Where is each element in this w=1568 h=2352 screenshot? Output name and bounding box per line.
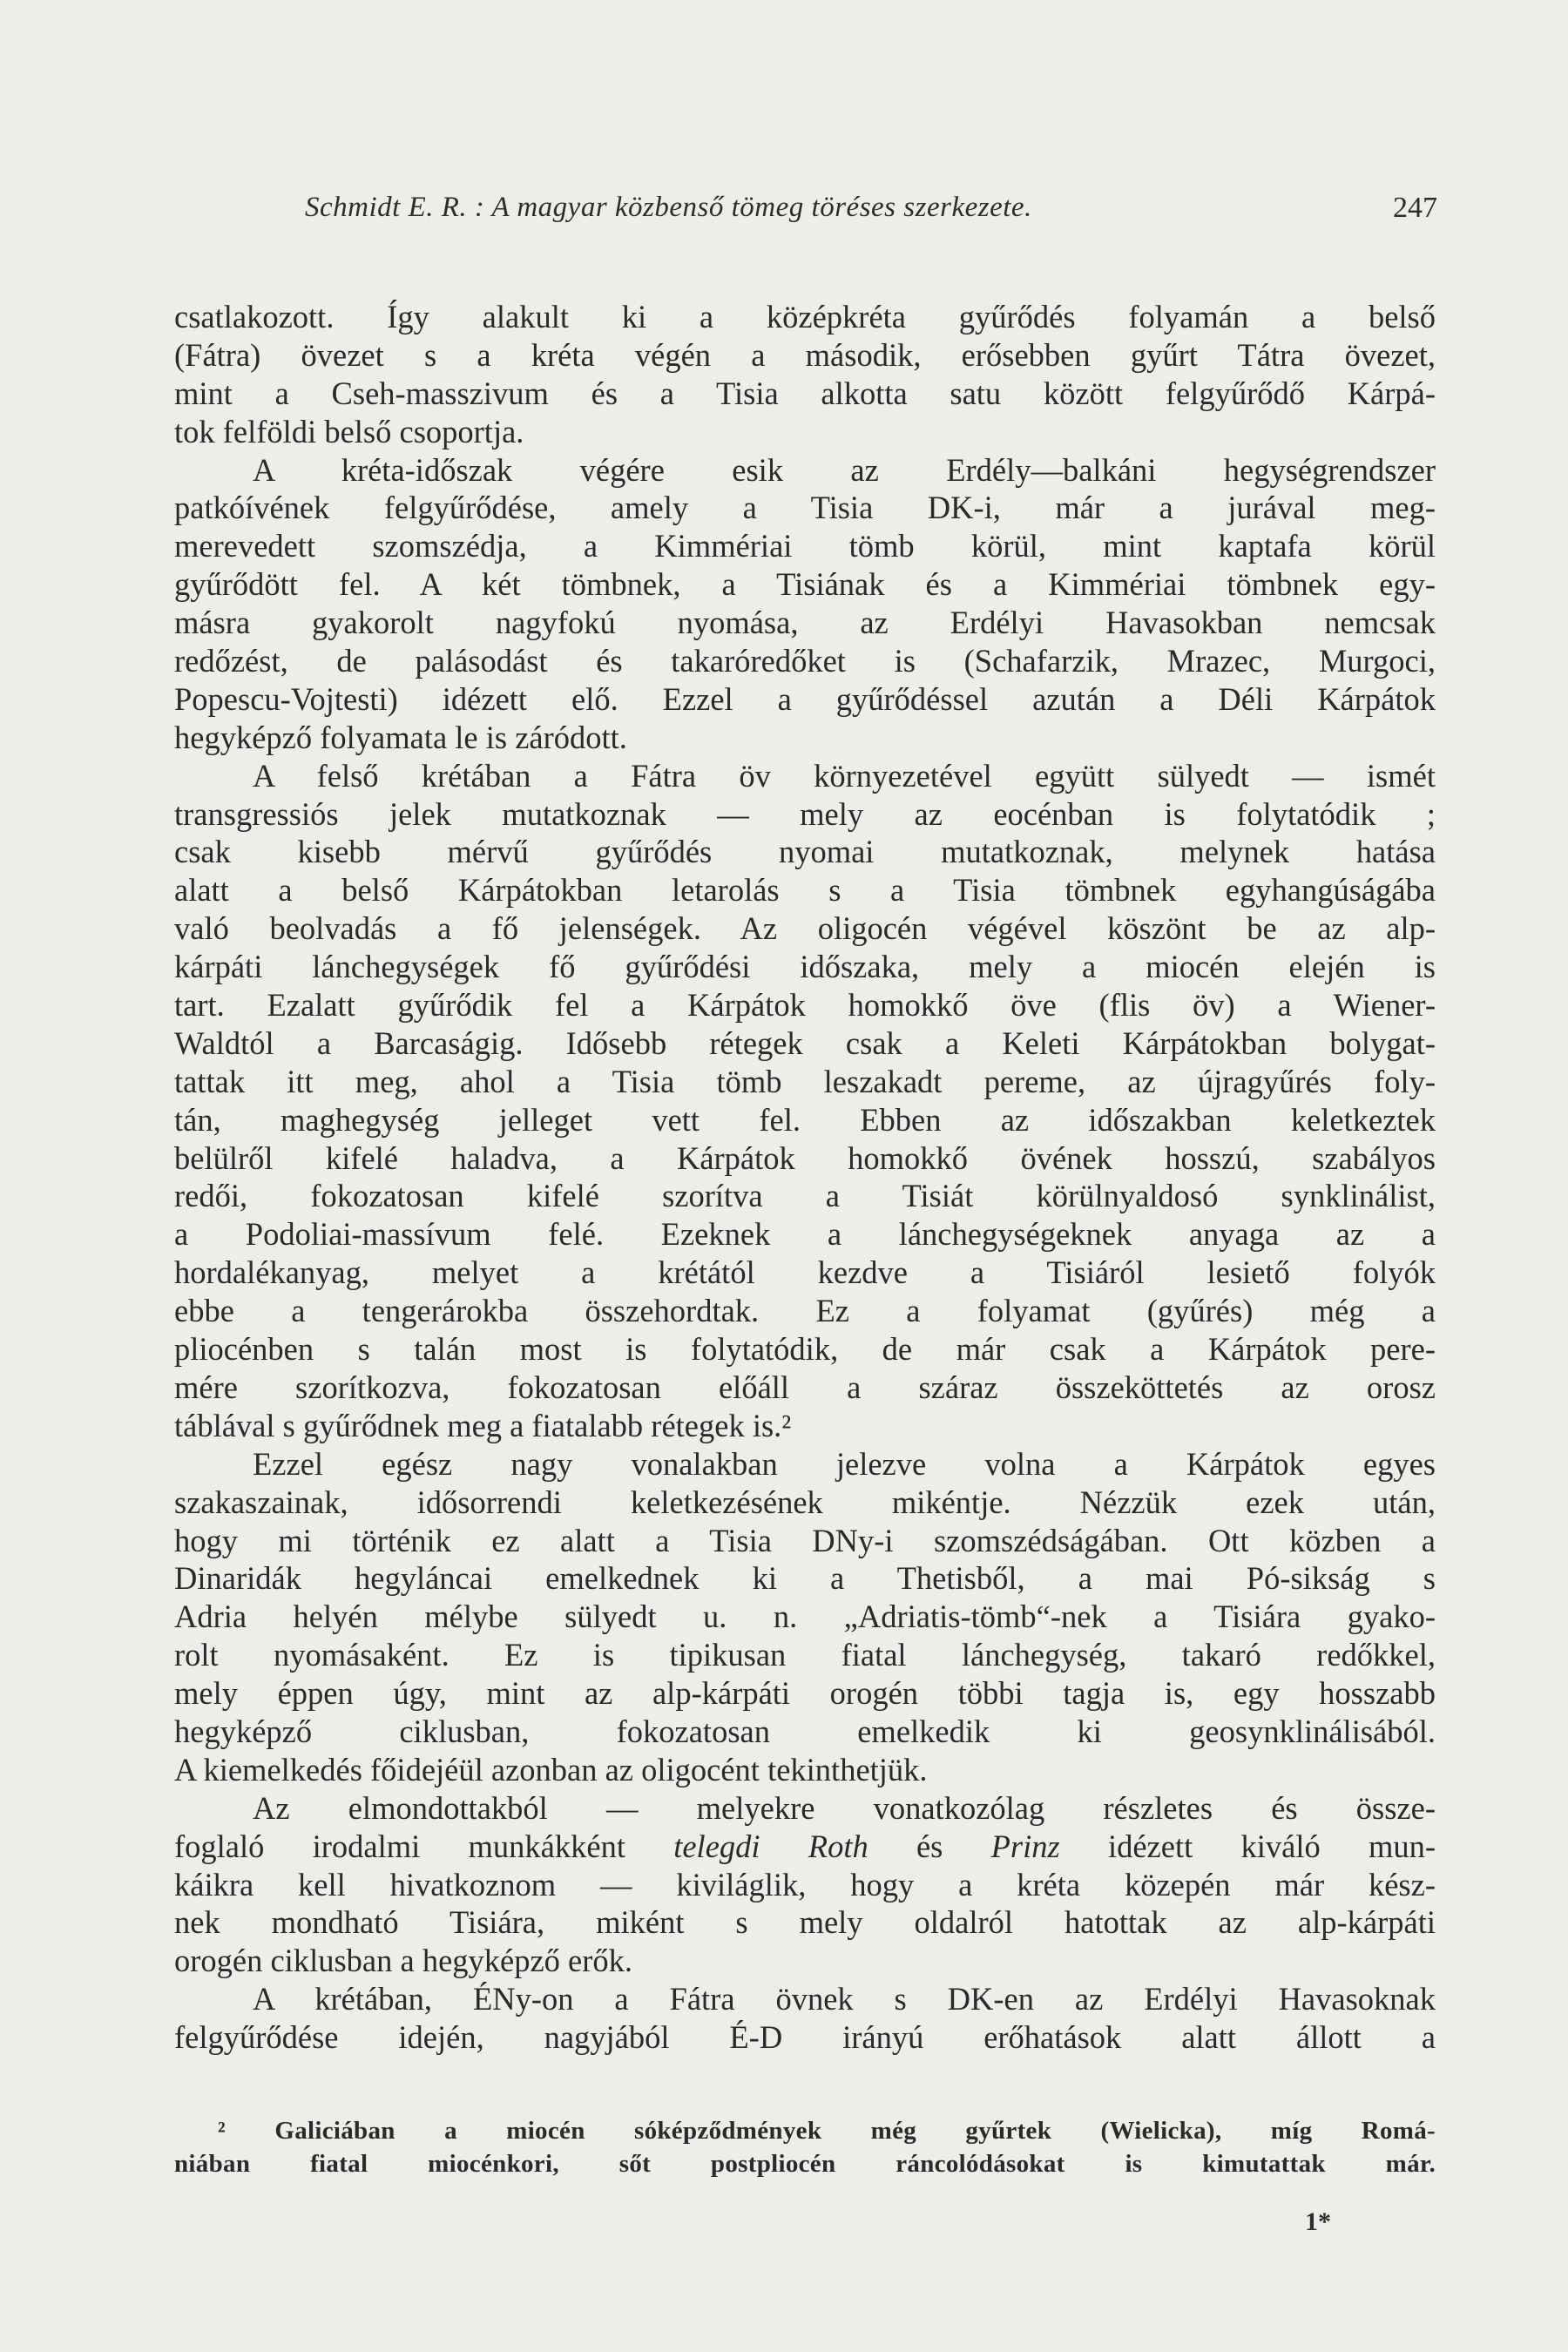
- page-number: 247: [1393, 192, 1437, 224]
- text-line: tart. Ezalatt gyűrődik fel a Kárpátok homokkő öve (flis öv) a Wiener-: [174, 987, 1436, 1024]
- footnote-line: niában fiatal miocénkori, sőt postpliocén ráncolódásokat is kimutattak már.: [174, 2150, 1436, 2178]
- text-line: redői, fokozatosan kifelé szorítva a Tisiát körülnyaldosó synklinálist,: [174, 1178, 1436, 1214]
- text-line: A felső krétában a Fátra öv környezetével együtt sülyedt — ismét: [253, 757, 1436, 794]
- text-line: mint a Cseh-masszivum és a Tisia alkotta satu között felgyűrődő Kárpá-: [174, 375, 1436, 411]
- text-line: Waldtól a Barcaságig. Idősebb rétegek csak a Keleti Kárpátokban bolygat-: [174, 1024, 1436, 1061]
- text-line: patkóívének felgyűrődése, amely a Tisia DK-i, már a jurával meg-: [174, 490, 1436, 526]
- text-line: mére szorítkozva, fokozatosan előáll a száraz összeköttetés az orosz: [174, 1369, 1436, 1405]
- text-line: [174, 1789, 1436, 1828]
- text-line: hegyképző folyamata le is záródott.: [174, 719, 627, 755]
- footnote-line: ² Galiciában a miocén sóképződmények még gyűrtek (Wielicka), míg Romá-: [218, 2117, 1436, 2145]
- text-line: káikra kell hivatkoznom — kiviláglik, hogy a kréta közepén már kész-: [174, 1866, 1436, 1903]
- text-segment: idézett kiváló mun-: [1059, 1828, 1436, 1864]
- text-line: tattak itt meg, ahol a Tisia tömb leszakadt pereme, az újragyűrés foly-: [174, 1063, 1436, 1099]
- text-line: Dinaridák hegyláncai emelkednek ki a Thetisből, a mai Pó-sikság s: [174, 1560, 1436, 1597]
- text-line: orogén ciklusban a hegyképző erők.: [174, 1943, 633, 1979]
- text-line: felgyűrődése idején, nagyjából É-D irányú erőhatások alatt állott a: [174, 2019, 1436, 2056]
- text-line: szakaszainak, idősorrendi keletkezésének mikéntje. Nézzük ezek után,: [174, 1484, 1436, 1520]
- text-line: ebbe a tengerárokba összehordtak. Ez a folyamat (gyűrés) még a: [174, 1293, 1436, 1329]
- author-name: Prinz: [990, 1828, 1060, 1864]
- text-segment: Az elmondottakból — melyekre vonatkozólag részletes és össze-: [253, 1789, 1436, 1826]
- signature-mark: 1*: [1305, 2207, 1331, 2236]
- text-line: való beolvadás a fő jelenségek. Az oligocén végével köszönt be az alp-: [174, 910, 1436, 947]
- text-line: csatlakozott. Így alakult ki a középkréta gyűrődés folyamán a belső: [174, 299, 1436, 335]
- text-line: tok felföldi belső csoportja.: [174, 413, 524, 449]
- text-line: alatt a belső Kárpátokban letarolás s a Tisia tömbnek egyhangúságába: [174, 872, 1436, 909]
- text-line: belülről kifelé haladva, a Kárpátok homokkő övének hosszú, szabályos: [174, 1139, 1436, 1176]
- text-segment: és: [868, 1828, 991, 1864]
- text-line: Ezzel egész nagy vonalakban jelezve volna a Kárpátok egyes: [253, 1445, 1436, 1482]
- text-line: (Fátra) övezet s a kréta végén a második, erősebben gyűrt Tátra övezet,: [174, 336, 1436, 373]
- page-header: [174, 186, 1437, 235]
- text-line: mely éppen úgy, mint az alp-kárpáti orogén többi tagja is, egy hosszabb: [174, 1675, 1436, 1712]
- text-line: másra gyakorolt nagyfokú nyomása, az Erdélyi Havasokban nemcsak: [174, 605, 1436, 641]
- text-line: A kréta-időszak végére esik az Erdély—balkáni hegységrendszer: [253, 451, 1436, 488]
- text-line: kárpáti lánchegységek fő gyűrődési időszaka, mely a miocén elején is: [174, 949, 1436, 985]
- author-name: telegdi Roth: [673, 1828, 868, 1864]
- text-line: hegyképző ciklusban, fokozatosan emelkedik ki geosynklinálisából.: [174, 1713, 1436, 1749]
- text-line: redőzést, de palásodást és takaróredőket is (Schafarzik, Mrazec, Murgoci,: [174, 643, 1436, 679]
- text-line: hordalékanyag, melyet a krétától kezdve a Tisiáról lesiető folyók: [174, 1254, 1436, 1291]
- text-line: rolt nyomásaként. Ez is tipikusan fiatal lánchegység, takaró redőkkel,: [174, 1637, 1436, 1673]
- text-line: transgressiós jelek mutatkoznak — mely az eocénban is folytatódik ;: [174, 795, 1436, 832]
- running-head: Schmidt E. R. : A magyar közbenső tömeg töréses szerkezete.: [305, 192, 1032, 223]
- text-line: tán, maghegység jelleget vett fel. Ebben az időszakban keletkeztek: [174, 1101, 1436, 1138]
- footnote: [174, 2114, 1436, 2180]
- text-line: [174, 1828, 1436, 1866]
- text-line: Adria helyén mélybe sülyedt u. n. „Adriatis-tömb“-nek a Tisiára gyako-: [174, 1598, 1436, 1635]
- text-line: táblával s gyűrődnek meg a fiatalabb rétegek is.²: [174, 1407, 792, 1443]
- text-line: csak kisebb mérvű gyűrődés nyomai mutatkoznak, melynek hatása: [174, 834, 1436, 870]
- body-text: [174, 298, 1436, 2057]
- text-line: A krétában, ÉNy-on a Fátra övnek s DK-en az Erdélyi Havasoknak: [253, 1981, 1436, 2017]
- text-line: pliocénben s talán most is folytatódik, de már csak a Kárpátok pere-: [174, 1331, 1436, 1368]
- text-line: nek mondható Tisiára, miként s mely oldalról hatottak az alp-kárpáti: [174, 1904, 1436, 1941]
- text-line: a Podoliai-massívum felé. Ezeknek a lánchegységeknek anyaga az a: [174, 1216, 1436, 1253]
- text-line: gyűrődött fel. A két tömbnek, a Tisiának és a Kimmériai tömbnek egy-: [174, 566, 1436, 603]
- text-line: A kiemelkedés főidejéül azonban az oligocént tekinthetjük.: [174, 1751, 928, 1788]
- text-segment: foglaló irodalmi munkákként: [174, 1828, 674, 1864]
- text-line: Popescu-Vojtesti) idézett elő. Ezzel a gyűrődéssel azután a Déli Kárpátok: [174, 680, 1436, 717]
- text-line: merevedett szomszédja, a Kimmériai tömb körül, mint kaptafa körül: [174, 528, 1436, 564]
- text-line: hogy mi történik ez alatt a Tisia DNy-i szomszédságában. Ott közben a: [174, 1522, 1436, 1558]
